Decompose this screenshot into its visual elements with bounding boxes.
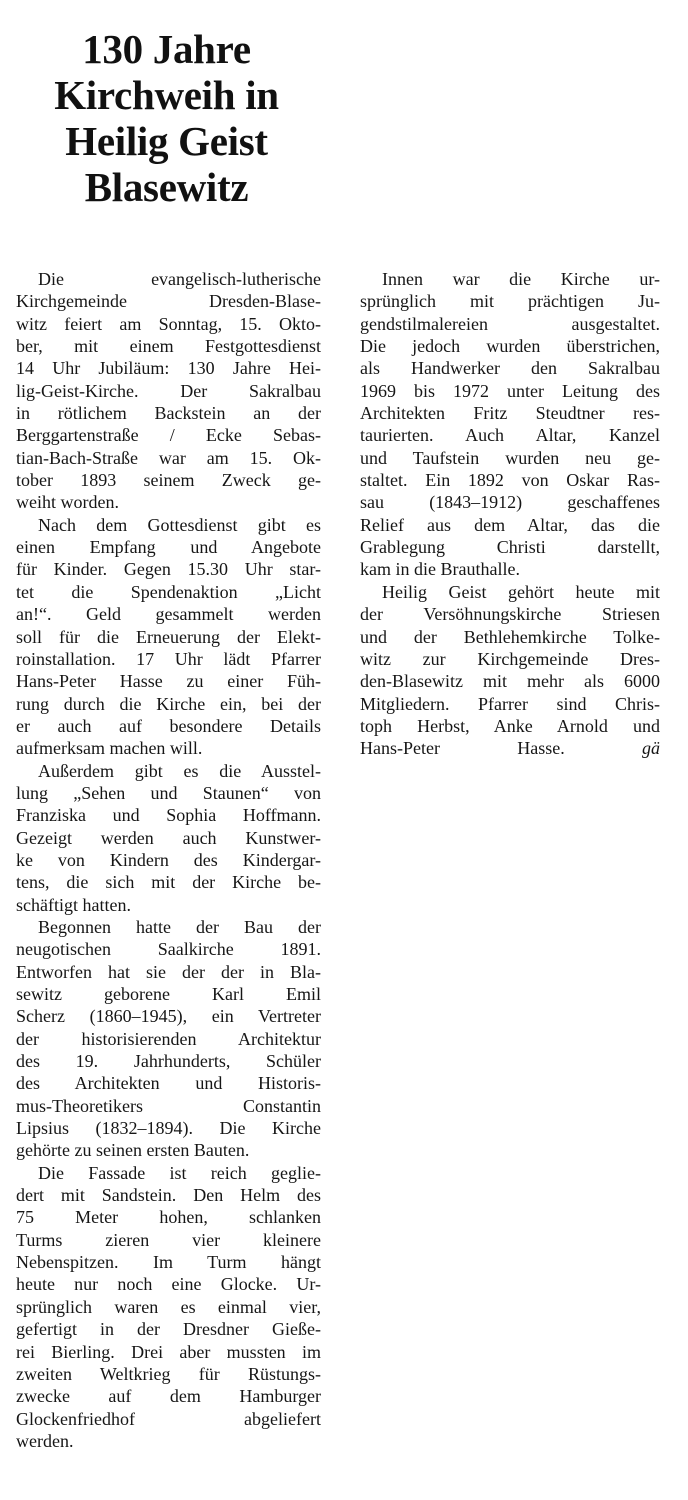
text-line: Mitgliedern. Pfarrer sind Chris- xyxy=(360,693,660,714)
text-line: des Architekten und Historis- xyxy=(16,1073,321,1094)
text-line: Kirchgemeinde Dresden-Blase- xyxy=(16,291,321,312)
text-line: der historisierenden Architektur xyxy=(16,1028,321,1049)
text-line-content: Hans-Peter Hasse. xyxy=(360,738,565,759)
text-line: Die evangelisch-lutherische xyxy=(38,269,321,289)
text-line: ber, mit einem Festgottesdienst xyxy=(16,336,321,357)
text-line: Grablegung Christi darstellt, xyxy=(360,537,660,558)
text-line: sprünglich waren es einmal vier, xyxy=(16,1296,321,1317)
text-line: rung durch die Kirche ein, bei der xyxy=(16,693,321,714)
text-line: er auch auf besondere Details xyxy=(16,715,321,736)
text-line: roinstallation. 17 Uhr lädt Pfarrer xyxy=(16,648,321,669)
text-line: Franziska und Sophia Hoffmann. xyxy=(16,805,321,826)
text-line: und Taufstein wurden neu ge- xyxy=(360,447,660,468)
text-line: witz feiert am Sonntag, 15. Okto- xyxy=(16,313,321,334)
text-line: tet die Spendenaktion „Licht xyxy=(16,581,321,602)
text-line: den-Blasewitz mit mehr als 6000 xyxy=(360,671,660,692)
text-line: Scherz (1860–1945), ein Vertreter xyxy=(16,1006,321,1027)
text-line: Berggartenstraße / Ecke Sebas- xyxy=(16,425,321,446)
article-headline xyxy=(14,26,319,210)
text-line: toph Herbst, Anke Arnold und xyxy=(360,715,660,736)
text-line: der Versöhnungskirche Striesen xyxy=(360,604,660,625)
text-line: Lipsius (1832–1894). Die Kirche xyxy=(16,1118,321,1139)
text-line: gefertigt in der Dresdner Gieße- xyxy=(16,1319,321,1340)
text-line: Heilig Geist gehört heute mit xyxy=(382,581,660,602)
text-line: Innen war die Kirche ur- xyxy=(382,269,660,289)
article-body-left-column xyxy=(16,268,321,1452)
text-line: an!“. Geld gesammelt werden xyxy=(16,604,321,625)
text-line: Relief aus dem Altar, das die xyxy=(360,514,660,535)
text-line: und der Bethlehemkirche Tolke- xyxy=(360,626,660,647)
text-line: des 19. Jahrhunderts, Schüler xyxy=(16,1051,321,1072)
text-line: rei Bierling. Drei aber mussten im xyxy=(16,1341,321,1362)
headline-line: Heilig Geist xyxy=(65,118,268,164)
text-line: heute nur noch eine Glocke. Ur- xyxy=(16,1274,321,1295)
text-line: Nebenspitzen. Im Turm hängt xyxy=(16,1252,321,1273)
text-line: 14 Uhr Jubiläum: 130 Jahre Hei- xyxy=(16,358,321,379)
text-line: tian-Bach-Straße war am 15. Ok- xyxy=(16,447,321,468)
text-line: neugotischen Saalkirche 1891. xyxy=(16,939,321,960)
text-line: soll für die Erneuerung der Elekt- xyxy=(16,626,321,647)
text-line: tens, die sich mit der Kirche be- xyxy=(16,872,321,893)
text-line: Entworfen hat sie der der in Bla- xyxy=(16,961,321,982)
headline-line: Kirchweih in xyxy=(54,72,279,118)
article-body-right-column xyxy=(360,268,660,760)
text-line: gehörte zu seinen ersten Bauten. xyxy=(16,1140,250,1161)
text-line: sau (1843–1912) geschaffenes xyxy=(360,492,660,513)
author-signature: gä xyxy=(642,738,660,759)
text-line: Glockenfriedhof abgeliefert xyxy=(16,1408,321,1429)
text-line: in rötlichem Backstein an der xyxy=(16,403,321,424)
text-line: 75 Meter hohen, schlanken xyxy=(16,1207,321,1228)
text-line: witz zur Kirchgemeinde Dres- xyxy=(360,648,660,669)
text-line: Begonnen hatte der Bau der xyxy=(38,916,321,937)
text-line: dert mit Sandstein. Den Helm des xyxy=(16,1185,321,1206)
text-line: kam in die Brauthalle. xyxy=(360,559,520,580)
text-line: einen Empfang und Angebote xyxy=(16,537,321,558)
headline-line: 130 Jahre xyxy=(82,26,251,72)
text-line: sprünglich mit prächtigen Ju- xyxy=(360,291,660,312)
text-line: mus-Theoretikers Constantin xyxy=(16,1095,321,1116)
text-line: Architekten Fritz Steudtner res- xyxy=(360,403,660,424)
text-line: schäftigt hatten. xyxy=(16,894,131,915)
text-line: zwecke auf dem Hamburger xyxy=(16,1386,321,1407)
text-line: lig-Geist-Kirche. Der Sakralbau xyxy=(16,380,321,401)
text-line: 1969 bis 1972 unter Leitung des xyxy=(360,380,660,401)
headline-line: Blasewitz xyxy=(84,164,249,210)
text-line: weiht worden. xyxy=(16,492,119,513)
text-line: Außerdem gibt es die Ausstel- xyxy=(38,760,321,781)
text-line: ke von Kindern des Kindergar- xyxy=(16,849,321,870)
text-line: werden. xyxy=(16,1430,74,1451)
text-line: sewitz geborene Karl Emil xyxy=(16,984,321,1004)
text-line: Hans-Peter Hasse zu einer Füh- xyxy=(16,671,321,692)
text-line: taurierten. Auch Altar, Kanzel xyxy=(360,425,660,446)
text-line: lung „Sehen und Staunen“ von xyxy=(16,782,321,803)
text-line: als Handwerker den Sakralbau xyxy=(360,358,660,379)
text-line: staltet. Ein 1892 von Oskar Ras- xyxy=(360,470,660,491)
text-line: gendstilmalereien ausgestaltet. xyxy=(360,313,660,334)
text-line: Nach dem Gottesdienst gibt es xyxy=(38,514,321,535)
text-line xyxy=(360,737,660,759)
text-line: für Kinder. Gegen 15.30 Uhr star- xyxy=(16,559,321,580)
text-line: Die Fassade ist reich geglie- xyxy=(38,1162,321,1183)
text-line: aufmerksam machen will. xyxy=(16,738,203,759)
text-line: tober 1893 seinem Zweck ge- xyxy=(16,470,321,491)
text-line: Gezeigt werden auch Kunstwer- xyxy=(16,827,321,848)
text-line: Turms zieren vier kleinere xyxy=(16,1229,321,1250)
text-line: zweiten Weltkrieg für Rüstungs- xyxy=(16,1363,321,1384)
text-line: Die jedoch wurden überstrichen, xyxy=(360,336,660,357)
